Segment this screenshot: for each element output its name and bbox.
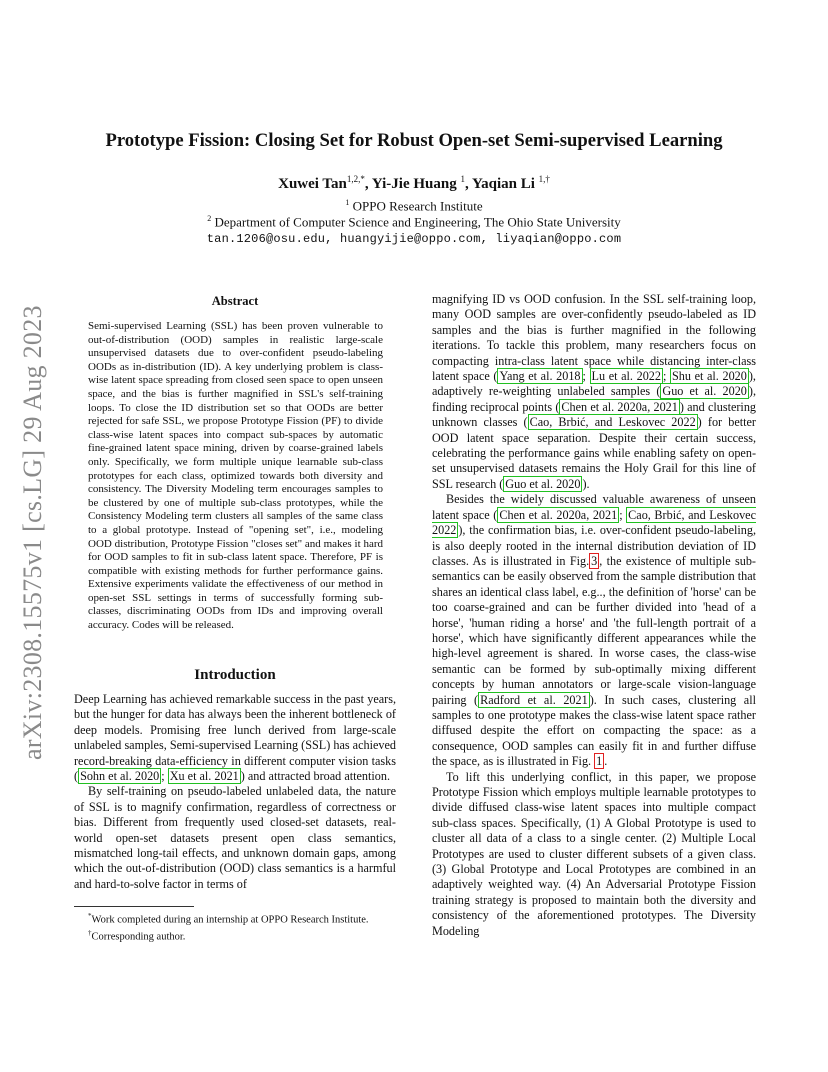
- footnotes: [74, 910, 396, 943]
- author-name: Yaqian Li: [471, 176, 535, 192]
- citation-link[interactable]: Xu et al. 2021: [169, 769, 239, 784]
- author-affil-marker: 1,†: [538, 174, 550, 184]
- citation-link[interactable]: Lu et al. 2022: [591, 369, 661, 384]
- citation-link[interactable]: Radford et al. 2021: [480, 692, 588, 707]
- citation-link[interactable]: Chen et al. 2020a, 2021: [499, 507, 618, 522]
- paragraph: To lift this underlying conflict, in this paper, we propose Prototype Fission which employs multiple learnable prototypes to divide diffused class-wise latent spaces into multiple compact sub-class spaces. Specifically, (1) A Global Prototype is used to cluster all data of a class to a single center. (2) Multiple Local Prototypes are used to cluster different subsets of a given class. (3) Global Prototype and Local Prototypes are combined in an adaptively weighted way. (4) An Adversarial Prototype Fission training strategy is proposed to maintain both the diversity and consistency of the aforementioned prototypes. The Diversity Modeling: [432, 769, 756, 938]
- paragraph: Besides the widely discussed valuable awareness of unseen latent space ( Chen et al. 2020a, 2021 ; Cao, Brbić, and Leskovec 2022 ), the confirmation bias, i.e. over-confident pseudo-labeling, is also deeply rooted in the internal distribution deviation of ID classes. As is illustrated in Fig. 3 , the existence of multiple sub-semantics can be easily observed from the sample distribution that shares an identical class label, e.g.., the definition of 'horse' can be too coarse-grained and can be further divided into 'head of a horse', 'human riding a horse' and 'the full-length portrait of a horse', which have significantly different appearances while the high-level agreement is shared. In worse cases, the class-wise semantic can be formed by sub-optimally mixing different concepts by human annotators or large-scale vision-language pairing ( Radford et al. 2021 ). In such cases, clustering all samples to one prototype makes the class-wise latent space rather diffused despite the effort on compacting the space: as a consequence, OOD samples can easily fit in and further diffuse the space, as is illustrated in Fig. 1 .: [432, 492, 756, 769]
- arxiv-stamp: arXiv:2308.15575v1 [cs.LG] 29 Aug 2023: [18, 305, 47, 760]
- citation-link[interactable]: Cao, Brbić, and Leskovec 2022: [529, 415, 696, 430]
- figure-ref-link[interactable]: 3: [591, 553, 598, 568]
- affiliation-1: $^1$ OPPO Research Institute: [345, 198, 483, 214]
- paragraph: Deep Learning has achieved remarkable success in the past years, but the hunger for data has always been the inherent bottleneck of deep models. Promising free lunch derived from large-scale unlabeled samples, Semi-supervised Learning (SSL) has achieved record-breaking data-efficiency in different computer vision tasks ( Sohn et al. 2020 ; Xu et al. 2021 ) and attracted broad attention.: [74, 692, 396, 784]
- citation-link[interactable]: Sohn et al. 2020: [80, 769, 160, 784]
- paragraph: magnifying ID vs OOD confusion. In the SSL self-training loop, many OOD samples are over-confidently pseudo-labeled as ID samples and the bias is further magnified in the following iterations. To tackle this problem, many researchers focus on compacting intra-class latent space while distancing inter-class latent space ( Yang et al. 2018 ; Lu et al. 2022 ; Shu et al. 2020 ), adaptively re-weighting unlabeled samples ( Guo et al. 2020 ), finding reciprocal points ( Chen et al. 2020a, 2021 ) and clustering unknown classes ( Cao, Brbić, and Leskovec 2022 ) for better OOD latent space separation. Despite their certain success, celebrating the performance gains while enabling safety on open-set unsupervised datasets remains the Holy Grail for this line of SSL research ( Guo et al. 2020 ).: [432, 292, 757, 491]
- abstract-text: Semi-supervised Learning (SSL) has been proven vulnerable to out-of-distribution (OOD) samples in realistic large-scale unsupervised datasets due to over-confident pseudo-labeling OODs as in-distribution (ID). A key underlying problem is class-wise latent space spreading from closed seen space to open unseen space, and the bias is further magnified in SSL's self-training loops. To close the ID distribution set so that OODs are better rejected for safe SSL, we propose Prototype Fission (PF) to divide class-wise latent spaces into compact sub-spaces by automatic fine-grained latent space mining, driven by coarse-grained labels only. Specifically, we form multiple unique learnable sub-class prototypes for each class, optimized towards both diversity and consistency. The Diversity Modeling term encourages samples to be clustered by one of multiple sub-class prototypes, while the Consistency Modeling term clusters all samples of the same class to a global prototype. Instead of "opening set", i.e., modeling OOD distribution, Prototype Fission "closes set" and makes it hard for OOD samples to fit in sub-class latent space. Therefore, PF is compatible with existing methods for further performance gains. Extensive experiments validate the effectiveness of our method in open-set SSL settings in terms of successfully forming sub-classes, discriminating OODs from IDs and improving overall accuracy. Codes will be released.: [88, 320, 383, 632]
- author-list: Xuwei Tan$^{1,2,*}$, Yi-Jie Huang $^1$, Yaqian Li $^{1,\dagger}$: [278, 174, 550, 192]
- author-affil-marker: 1: [460, 174, 465, 184]
- footnote: †Corresponding author.: [88, 928, 186, 942]
- figure-ref-link[interactable]: 1: [596, 754, 603, 769]
- paper-title: Prototype Fission: Closing Set for Robust Open-set Semi-supervised Learning: [105, 130, 723, 151]
- footnote-rule: [74, 906, 194, 907]
- abstract-heading: Abstract: [211, 294, 259, 308]
- footnote: *Work completed during an internship at OPPO Research Institute.: [88, 912, 369, 926]
- abstract-body: [88, 320, 383, 633]
- left-column-body: [74, 692, 396, 892]
- citation-link[interactable]: Shu et al. 2020: [672, 369, 747, 384]
- citation-link[interactable]: Cao, Brbić, and Leskovec 2022: [432, 507, 756, 538]
- citation-link[interactable]: Chen et al. 2020a, 2021: [561, 399, 678, 414]
- introduction-heading: Introduction: [194, 667, 276, 683]
- author-affil-marker: 1,2,*: [346, 174, 365, 184]
- citation-link[interactable]: Yang et al. 2018: [499, 369, 581, 384]
- right-column-body: [432, 292, 756, 939]
- author-emails: tan.1206@osu.edu, huangyijie@oppo.com, liyaqian@oppo.com: [206, 232, 622, 246]
- citation-link[interactable]: Guo et al. 2020: [662, 384, 747, 399]
- affiliation-2: $^2$ Department of Computer Science and Engineering, The Ohio State University: [207, 214, 621, 230]
- paragraph: By self-training on pseudo-labeled unlabeled data, the nature of SSL is to magnify confirmation, regardless of correctness or bias. Different from frequently used closed-set datasets, real-world open-set datasets present open class semantics, mismatched long-tail effects, and unknown domain gaps, among which the out-of-distribution (OOD) class semantics is a harmful and hard-to-solve factor in terms of: [74, 784, 396, 891]
- citation-link[interactable]: Guo et al. 2020: [505, 476, 581, 491]
- author-name: Xuwei Tan: [278, 176, 347, 192]
- author-name: Yi-Jie Huang: [371, 176, 457, 192]
